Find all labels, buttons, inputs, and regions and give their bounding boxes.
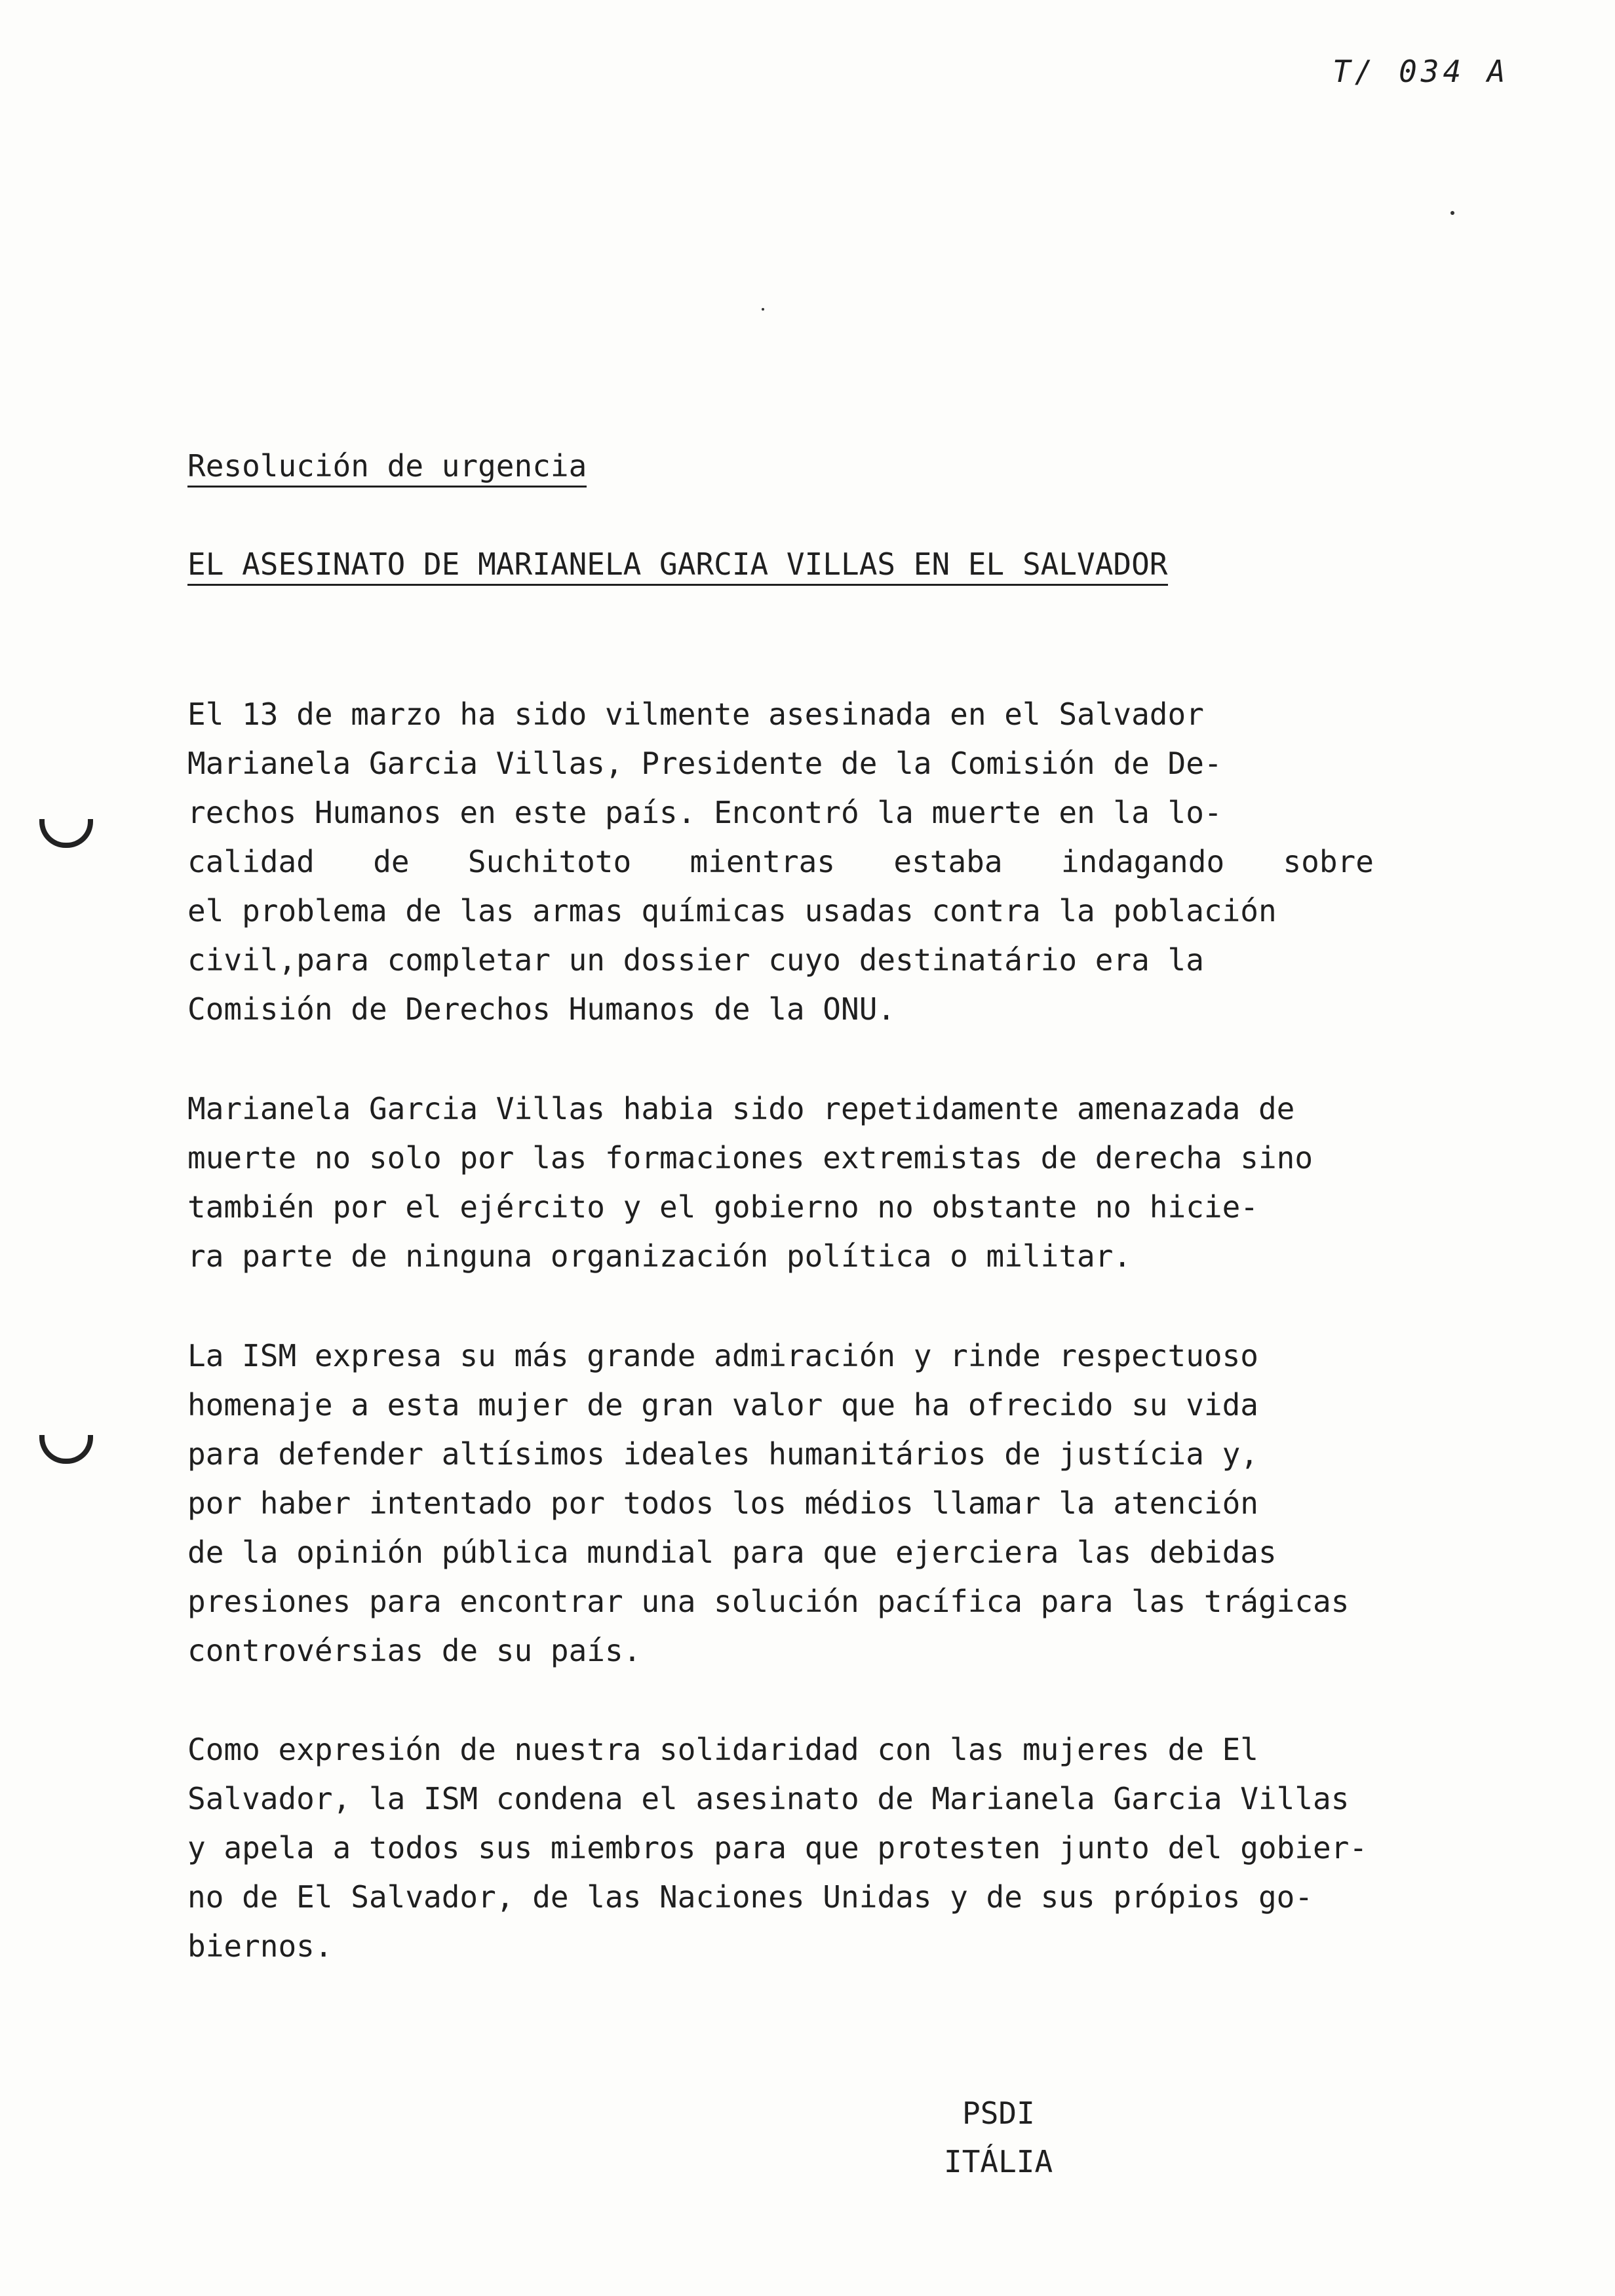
signature-country: ITÁLIA [944, 2144, 1053, 2179]
text-word: calidad [187, 844, 315, 879]
text-line: Comisión de Derechos Humanos de la ONU. [187, 991, 896, 1027]
resolution-subject: EL ASESINATO DE MARIANELA GARCIA VILLAS EN EL SALVADOR [187, 548, 1168, 586]
text-line: Marianela Garcia Villas, Presidente de la Comisión de De- [187, 746, 1222, 781]
text-line: El 13 de marzo ha sido vilmente asesinada en el Salvador [187, 697, 1204, 732]
punch-hole-mark [39, 819, 93, 848]
paragraph-2 [187, 1084, 1313, 1281]
text-line: por haber intentado por todos los médios llamar la atención [187, 1485, 1258, 1521]
document-reference: T/ 034 A [1333, 54, 1509, 89]
text-line: para defender altísimos ideales humanitários de justícia y, [187, 1436, 1258, 1472]
resolution-title: Resolución de urgencia [187, 450, 587, 488]
text-line: presiones para encontrar una solución pacífica para las trágicas [187, 1584, 1350, 1619]
text-line: Como expresión de nuestra solidaridad con las mujeres de El [187, 1732, 1258, 1767]
text-line: el problema de las armas químicas usadas contra la población [187, 893, 1277, 928]
text-word: indagando [1060, 844, 1225, 879]
scan-speck [1450, 211, 1454, 215]
text-line: no de El Salvador, de las Naciones Unidas y de sus própios go- [187, 1879, 1313, 1915]
text-line: controvérsias de su país. [187, 1633, 642, 1668]
paragraph-3 [187, 1331, 1349, 1675]
text-word: estaba [893, 844, 1003, 879]
signature-party: PSDI [962, 2095, 1035, 2131]
text-word: Suchitoto [467, 844, 632, 879]
text-word: de [373, 844, 410, 879]
text-line [187, 837, 1374, 887]
punch-hole-mark [39, 1435, 93, 1464]
text-line: rechos Humanos en este país. Encontró la muerte en la lo- [187, 795, 1222, 830]
text-line: Salvador, la ISM condena el asesinato de Marianela Garcia Villas [187, 1781, 1350, 1816]
text-word: sobre [1283, 844, 1374, 879]
text-line: ra parte de ninguna organización política o militar. [187, 1238, 1132, 1274]
text-line: Marianela Garcia Villas habia sido repetidamente amenazada de [187, 1091, 1295, 1126]
text-line: homenaje a esta mujer de gran valor que ha ofrecido su vida [187, 1387, 1258, 1423]
text-line: civil,para completar un dossier cuyo destinatário era la [187, 942, 1204, 978]
text-line: también por el ejército y el gobierno no obstante no hicie- [187, 1189, 1258, 1225]
paragraph-4 [187, 1725, 1367, 1971]
scan-speck [762, 308, 764, 311]
paragraph-1 [187, 690, 1374, 1034]
text-line: y apela a todos sus miembros para que protesten junto del gobier- [187, 1830, 1368, 1866]
text-line: La ISM expresa su más grande admiración y rinde respectuoso [187, 1338, 1258, 1373]
text-line: muerte no solo por las formaciones extremistas de derecha sino [187, 1140, 1313, 1176]
text-line: de la opinión pública mundial para que ejerciera las debidas [187, 1535, 1277, 1570]
text-word: mientras [690, 844, 836, 879]
text-line: biernos. [187, 1928, 333, 1964]
